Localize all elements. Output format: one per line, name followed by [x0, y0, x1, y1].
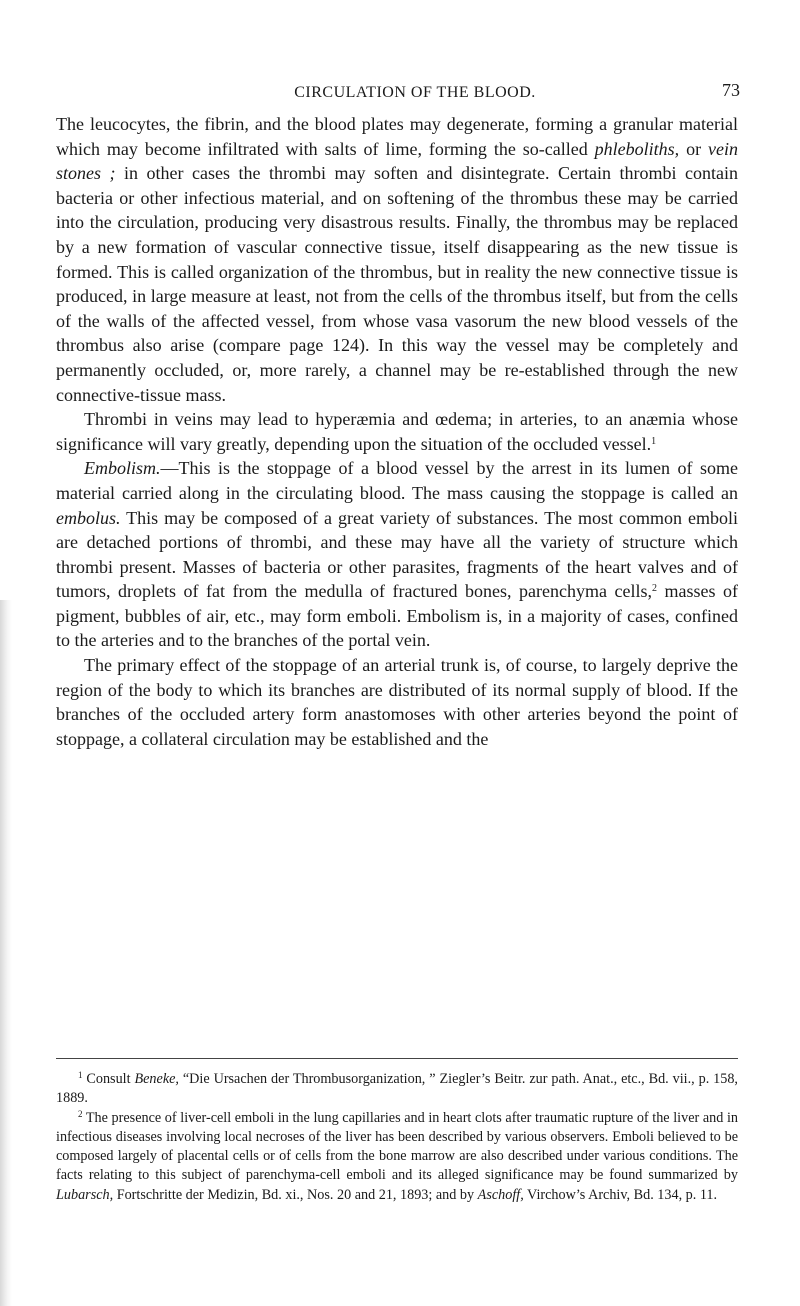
author-aschoff: Aschoff,: [477, 1186, 524, 1203]
text-run: The presence of liver-cell emboli in the lung capillaries and in heart clots after traumatic rupture of the liver and in infectious diseases involving local necroses of the liver has been described by various observers. Emboli believed to be composed largely of placental cells or of cells from the bone marrow are also described under various conditions. The facts relating to this subject of parenchyma-cell emboli and its alleged significance may be found summarized by: [56, 1109, 738, 1184]
section-heading-embolism: Embolism.: [84, 458, 161, 479]
text-run: masses of pigment, bubbles of air, etc., may form emboli. Embolism is, in a majority of cases, confined to the arteries and to the branches of the portal vein.: [56, 581, 738, 651]
text-run: The leucocytes, the fibrin, and the blood plates may degenerate, forming a granular material which may become infiltrated with salts of lime, forming the so-called: [56, 114, 738, 159]
footnotes: [56, 1070, 738, 1205]
text-run: The primary effect of the stoppage of an arterial trunk is, of course, to largely deprive the region of the body to which its branches are distributed of its normal supply of blood. If the branches of the occluded artery form anastomoses with other arteries beyond the point of stoppage, a collateral circulation may be established and the: [56, 655, 738, 749]
running-head: CIRCULATION OF THE BLOOD.: [294, 84, 536, 101]
footnote-rule: [56, 1058, 738, 1059]
text-run: Virchow’s Archiv, Bd. 134, p. 11.: [523, 1186, 718, 1203]
paragraph-embolism: [56, 456, 738, 653]
page-number: 73: [722, 80, 740, 100]
text-run: This may be composed of a great variety of substances. The most common emboli are detached portions of thrombi, and these may have all the variety of structure which thrombi present. Masses of bacteria or other parasites, fragments of the heart valves and of tumors, droplets of fat from the medulla of fractured bones, parenchyma cells,: [56, 507, 738, 602]
main-text: [56, 112, 738, 751]
paragraph-thrombi-effects: [56, 407, 738, 456]
text-run: —This is the stoppage of a blood vessel by the arrest in its lumen of some material carried along in the circulating blood. The mass causing the stoppage is called an: [56, 458, 738, 503]
text-run: in other cases the thrombi may soften and disintegrate. Certain thrombi contain bacteria or other infectious material, and on softening of the thrombus these may be carried into the circulation, producing very disastrous results. Finally, the thrombus may be replaced by a new formation of vascular connective tissue, itself disappearing as the new tissue is formed. This is called organization of the thrombus, but in reality the new connective tissue is produced, in large measure at least, not from the cells of the thrombus itself, but from the cells of the walls of the affected vessel, from whose vasa vasorum the new blood vessels of the thrombus also arise (compare page 124). In this way the vessel may be completely and permanently occluded, or, more rarely, a channel may be re-established through the new connective-tissue mass.: [56, 163, 738, 405]
paragraph-thrombus-fate: [56, 112, 738, 407]
text-run: Thrombi in veins may lead to hyperæmia and œdema; in arteries, to an anæmia whose significance will vary greatly, depending upon the situation of the occluded vessel.: [56, 409, 738, 454]
footnote-number: 1: [78, 1070, 83, 1080]
text-run: Consult: [82, 1071, 135, 1087]
author-lubarsch: Lubarsch,: [56, 1186, 114, 1203]
page-edge-shadow: [0, 600, 12, 1306]
term-vein-stones: vein stones ;: [56, 138, 739, 184]
paragraph-primary-effect: [56, 653, 738, 751]
text-run: Fortschritte der Medizin, Bd. xi., Nos. 20 and 21, 1893; and by: [113, 1186, 478, 1203]
text-run: “Die Ursachen der Thrombusorganization, ” Ziegler’s Beitr. zur path. Anat., etc., Bd. vii., p. 158, 1889.: [56, 1071, 738, 1107]
author-beneke: Beneke,: [134, 1071, 179, 1087]
text-run: or: [679, 138, 709, 159]
term-embolus: embolus.: [56, 507, 121, 528]
footnote-ref-2: 2: [651, 583, 657, 595]
term-phleboliths: phleboliths,: [594, 138, 680, 159]
footnote-ref-1: 1: [651, 435, 657, 447]
footnote-2: [56, 1109, 738, 1205]
footnote-1: [56, 1070, 738, 1109]
footnote-number: 2: [78, 1108, 83, 1119]
